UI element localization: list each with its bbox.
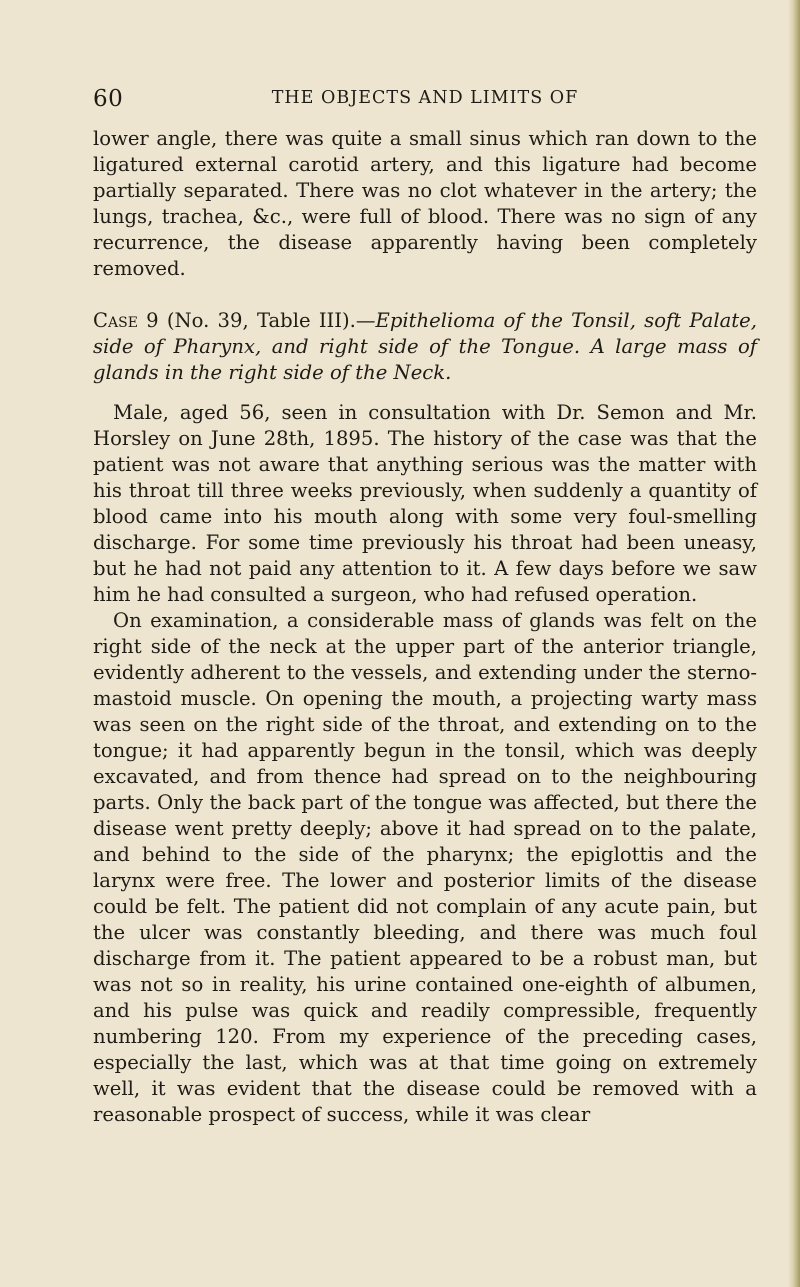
case-reference: (No. 39, Table III).—: [158, 309, 376, 332]
case-heading: [93, 308, 757, 386]
paragraph-history: Male, aged 56, seen in consultation with Dr. Semon and Mr. Horsley on June 28th, 1895. The history of the case was that the patient was not aware that anything serious was the matter with his throat till three weeks previously, when suddenly a quantity of blood came into his mouth along with some very foul-smelling discharge. For some time previously his throat had been uneasy, but he had not paid any attention to it. A few days before we saw him he had consulted a surgeon, who had refused operation.: [93, 401, 757, 606]
page-edge-shadow: [788, 0, 800, 1287]
page-header: [93, 86, 757, 112]
case-label: Case 9: [93, 309, 159, 332]
paragraph-continuation: lower angle, there was quite a small sinus which ran down to the ligatured external carotid artery, and this ligature had become partially separated. There was no clot whatever in the artery; the lungs, trachea, &c., were full of blood. There was no sign of any recurrence, the disease apparently having been completely removed.: [93, 127, 757, 280]
running-head: THE OBJECTS AND LIMITS OF: [271, 88, 579, 108]
paragraph-examination: On examination, a considerable mass of glands was felt on the right side of the neck at the upper part of the anterior triangle, evidently adherent to the vessels, and extending under the sterno-mastoid muscle. On opening the mouth, a projecting warty mass was seen on the right side of the throat, and extending on to the tongue; it had apparently begun in the tonsil, which was deeply excavated, and from thence had spread on to the neighbouring parts. Only the back part of the tongue was affected, but there the disease went pretty deeply; above it had spread on to the palate, and behind to the side of the pharynx; the epiglottis and the larynx were free. The lower and posterior limits of the disease could be felt. The patient did not complain of any acute pain, but the ulcer was constantly bleeding, and there was much foul discharge from it. The patient appeared to be a robust man, but was not so in reality, his urine contained one-eighth of albumen, and his pulse was quick and readily compressible, frequently numbering 120. From my experience of the preceding cases, especially the last, which was at that time going on extremely well, it was evident that the disease could be removed with a reasonable prospect of success, while it was clear: [93, 609, 757, 1126]
page-number: 60: [93, 86, 124, 112]
case-title: Epithelioma of the Tonsil, soft Palate, side of Pharynx, and right side of the Tongue. A large mass of glands in the right side of the Neck.: [93, 309, 757, 384]
book-page: [93, 86, 757, 1128]
body-text: [93, 126, 757, 1128]
